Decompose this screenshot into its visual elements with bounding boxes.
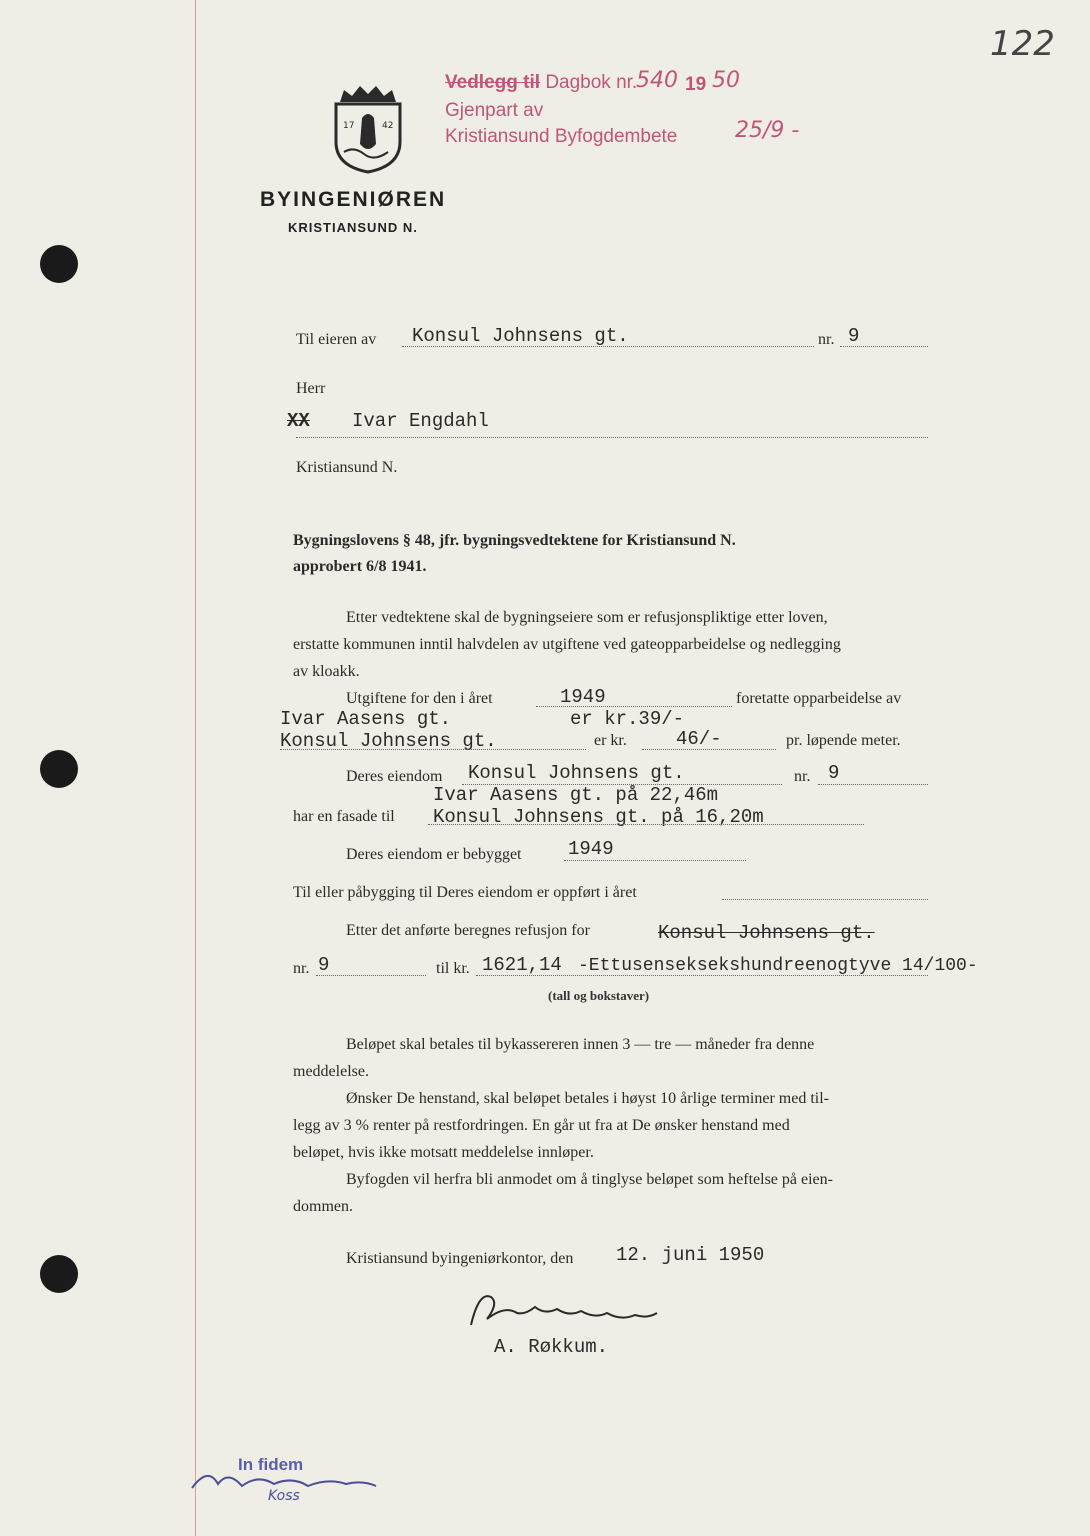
extension-label: Til eller påbygging til Deres eiendom er oppført i året (293, 884, 637, 901)
property-label: Deres eiendom (346, 768, 443, 785)
punch-hole-icon (40, 245, 78, 283)
built-year: 1949 (568, 838, 614, 860)
recipient-nr: 9 (848, 325, 860, 347)
refund-nr: 9 (318, 954, 330, 976)
expense-street2-amount: 46/- (676, 728, 722, 750)
field-underline (280, 749, 586, 750)
herr-label: Herr (296, 380, 326, 397)
registry-date: 25/9 - (735, 118, 800, 143)
er-kr-label: er kr. (594, 732, 627, 749)
recipient-city: Kristiansund N. (296, 459, 398, 476)
nr-label: nr. (818, 331, 835, 348)
facade-line1: Ivar Aasens gt. på 22,46m (433, 784, 719, 806)
payment-p1-line2: meddelelse. (293, 1063, 369, 1080)
margin-line (195, 0, 196, 1536)
registry-year-suffix: 50 (712, 68, 740, 93)
field-underline (316, 975, 426, 976)
payment-p1-line1: Beløpet skal betales til bykassereren innen 3 — tre — måneder fra denne (346, 1036, 815, 1053)
law-heading-line2: approbert 6/8 1941. (293, 558, 427, 575)
tall-og-bokstaver-note: (tall og bokstaver) (548, 988, 650, 1003)
city-crest-icon (330, 82, 406, 174)
signature (465, 1285, 665, 1333)
payment-p3-line1: Byfogden vil herfra bli anmodet om å tinglyse beløpet som heftelse på eien- (346, 1171, 833, 1188)
punch-hole-icon (40, 1255, 78, 1293)
field-underline (722, 899, 928, 900)
crest-year-left: 17 (343, 121, 355, 131)
refund-nr-label: nr. (293, 960, 310, 977)
field-underline (564, 860, 746, 861)
til-eieren-label: Til eieren av (296, 331, 377, 348)
built-label: Deres eiendom er bebygget (346, 846, 522, 863)
letterhead-subtitle: KRISTIANSUND N. (288, 220, 418, 235)
registry-stamp-line3: Kristiansund Byfogdembete (445, 126, 678, 147)
law-heading-line1: Bygningslovens § 48, jfr. bygningsvedtektene for Kristiansund N. (293, 532, 736, 549)
refund-amount: 1621,14 (482, 954, 562, 976)
registry-stamp-line1: Vedlegg til Dagbok nr. (445, 72, 638, 93)
intro-line3: av kloakk. (293, 663, 360, 680)
registry-number: 540 (636, 68, 678, 93)
expenses-year: 1949 (560, 686, 606, 708)
payment-p2-line1: Ønsker De henstand, skal beløpet betales i høyst 10 årlige terminer med til- (346, 1090, 829, 1107)
per-meter-label: pr. løpende meter. (786, 732, 901, 749)
facade-label: har en fasade til (293, 808, 395, 825)
page-number: 122 (990, 24, 1055, 64)
field-underline (428, 824, 864, 825)
in-fidem-stamp: In fidem (238, 1455, 304, 1474)
field-underline (296, 437, 928, 438)
intro-line1: Etter vedtektene skal de bygningseiere som er refusjonspliktige etter loven, (346, 609, 828, 626)
expense-street2: Konsul Johnsens gt. (280, 730, 497, 752)
registry-stamp-line2: Gjenpart av (445, 100, 544, 121)
refund-label: Etter det anførte beregnes refusjon for (346, 922, 590, 939)
recipient-name: Ivar Engdahl (352, 410, 489, 432)
property-street: Konsul Johnsens gt. (468, 762, 685, 784)
registry-year-prefix: 19 (685, 74, 707, 95)
expenses-label: Utgiftene for den i året (346, 690, 493, 707)
payment-p3-line2: dommen. (293, 1198, 353, 1215)
expense-street1-amount: er kr.39/- (570, 708, 685, 730)
expenses-label-end: foretatte opparbeidelse av (736, 690, 902, 707)
crest-year-right: 42 (382, 121, 394, 131)
recipient-street: Konsul Johnsens gt. (412, 325, 629, 347)
expense-street1: Ivar Aasens gt. (280, 708, 452, 730)
property-nr: 9 (828, 762, 840, 784)
field-underline (818, 784, 928, 785)
in-fidem-sub: Koss (268, 1488, 300, 1504)
refund-amount-words: -Ettusenseksekshundreenogtyve 14/100- (578, 956, 978, 976)
letterhead-title: BYINGENIØREN (260, 188, 447, 211)
refund-street: Konsul Johnsens gt. (658, 922, 875, 944)
closing-date: 12. juni 1950 (616, 1244, 765, 1266)
closing-place-label: Kristiansund byingeniørkontor, den (346, 1250, 574, 1267)
payment-p2-line2: legg av 3 % renter på restfordringen. En går ut fra at De ønsker henstand med (293, 1117, 790, 1134)
punch-hole-icon (40, 750, 78, 788)
til-kr-label: til kr. (436, 960, 470, 977)
struck-mark: XX (287, 410, 310, 432)
property-nr-label: nr. (794, 768, 811, 785)
signatory-name: A. Røkkum. (494, 1336, 609, 1358)
payment-p2-line3: beløpet, hvis ikke motsatt meddelelse innløper. (293, 1144, 594, 1161)
intro-line2: erstatte kommunen inntil halvdelen av utgiftene ved gateopparbeidelse og nedlegging (293, 636, 841, 653)
facade-line2: Konsul Johnsens gt. på 16,20m (433, 806, 764, 828)
